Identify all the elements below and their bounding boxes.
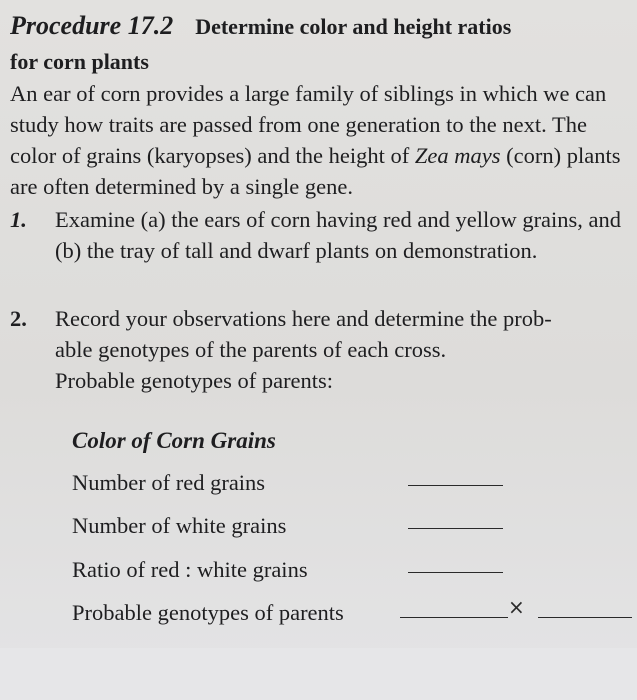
white-grains-blank	[408, 528, 503, 529]
intro-paragraph	[10, 78, 625, 202]
intro-text-part1: An ear of corn provides a large family of siblings in which we can study how traits are passed from one generation to the next. The color of grains (karyopses) and the height of	[10, 81, 607, 168]
step-2-number: 2.	[10, 306, 27, 331]
ratio-label: Ratio of red : white grains	[72, 557, 308, 582]
parent-genotype-blank-2	[538, 617, 632, 618]
page-bottom-margin	[0, 648, 637, 700]
procedure-title-line1: Determine color and height ratios	[195, 14, 512, 39]
step-1-text: Examine (a) the ears of corn having red and yellow grains, and (b) the tray of tall and dwarf plants on demonstration.	[55, 207, 622, 263]
species-name: Zea mays	[414, 143, 501, 168]
intro-text-part2: (corn) plants are often determined by a single gene.	[10, 143, 621, 199]
step-1-number: 1.	[10, 207, 27, 232]
red-grains-label: Number of red grains	[72, 470, 266, 495]
procedure-heading	[10, 10, 630, 78]
ratio-blank	[408, 572, 503, 573]
step-2-text-line1: Record your observations here and determine the prob-	[55, 306, 552, 331]
white-grains-label: Number of white grains	[72, 513, 287, 538]
procedure-label: Procedure 17.2	[10, 11, 174, 40]
color-section-title: Color of Corn Grains	[72, 428, 276, 453]
step-2-text-line2: able genotypes of the parents of each cross.	[55, 337, 447, 362]
parent-genotype-blank-1	[400, 617, 508, 618]
procedure-title-line2: for corn plants	[10, 49, 149, 74]
step-2-text-line3: Probable genotypes of parents:	[55, 368, 334, 393]
red-grains-blank	[408, 485, 503, 486]
parent-genotypes-label: Probable genotypes of parents	[72, 600, 344, 625]
cross-symbol: ×	[508, 595, 525, 619]
step-1	[10, 204, 625, 266]
step-2	[10, 303, 625, 396]
